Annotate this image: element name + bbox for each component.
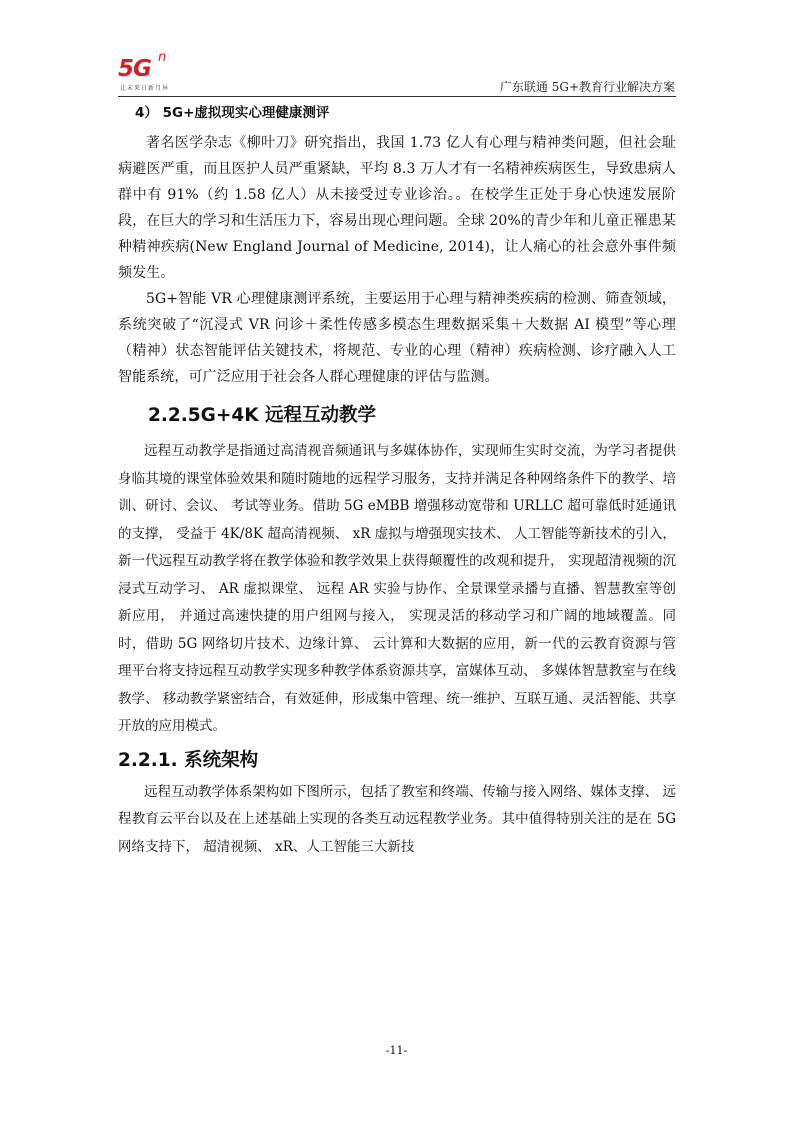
logo-superscript: n xyxy=(158,50,167,65)
paragraph-remote-teaching: 远程互动教学是指通过高清视音频通讯与多媒体协作，实现师生实时交流，为学习者提供身临其境的课堂体验效果和随时随地的远程学习服务，支持并满足各种网络条件下的教学、培训、研讨、会议、 考试等业务。借助 5G eMBB 增强移动宽带和 URLLC 超可靠低时延通讯的支撑， 受益于 4K/8K 超高清视频、 xR 虚拟与增强现实技术、 人工智能等新技术的引入， 新一代远程互动教学将在教学体验和教学效果上获得颠覆性的改观和提升， 实现超清视频的沉浸式互动学习、 AR 虚拟课堂、 远程 AR 实验与协作、全景课堂录播与直播、智慧教室等创新应用， 并通过高速快捷的用户组网与接入， 实现灵活的移动学习和广阔的地域覆盖。同时，借助 5G 网络切片技术、边缘计算、 云计算和大数据的应用，新一代的云教育资源与管理平台将支持远程互动教学实现多种教学体系资源共享，富媒体互动、 多媒体智慧教室与在线教学、 移动教学紧密结合，有效延伸，形成集中管理、统一维护、互联互通、灵活智能、共享开放的应用模式。 xyxy=(118,443,676,734)
paragraph-system-architecture: 远程互动教学体系架构如下图所示，包括了教室和终端、传输与接入网络、媒体支撑、 远程教育云平台以及在上述基础上实现的各类互动远程教学业务。其中值得特别关注的是在 5G 网络支持下， 超清视频、 xR、人工智能三大新技 xyxy=(118,783,676,855)
logo-text: 5G xyxy=(118,56,151,82)
section-heading-system-architecture: 2.2.1. 系统架构 xyxy=(118,749,259,771)
document-header-title: 广东联通 5G+教育行业解决方案 xyxy=(499,80,675,94)
page-content xyxy=(118,104,676,861)
logo-subtitle: 让未来日新月异 xyxy=(120,85,170,92)
paragraph-vr-background: 著名医学杂志《柳叶刀》研究指出，我国 1.73 亿人有心理与精神类问题，但社会耻病避医严重，而且医护人员严重紧缺，平均 8.3 万人才有一名精神疾病医生，导致患病人群中有 91%（约 1.58 亿人）从未接受过专业诊治。。在校学生正处于身心快速发展阶段，在巨大的学习和生活压力下，容易出现心理问题。全球 20%的青少年和儿童正罹患某种精神疾病(New England Journal of Medicine, 2014)，让人痛心的社会意外事件频频发生。 xyxy=(118,135,676,281)
logo xyxy=(118,50,178,96)
page-number: -11- xyxy=(385,1044,408,1057)
section-heading-remote-teaching: 2.2.5G+4K 远程互动教学 xyxy=(148,405,377,426)
section-heading-vr-assessment: 4） 5G+虚拟现实心理健康测评 xyxy=(135,105,330,121)
header-divider xyxy=(118,96,676,97)
paragraph-vr-system: 5G+智能 VR 心理健康测评系统，主要运用于心理与精神类疾病的检测、筛查领域，系统突破了“沉浸式 VR 问诊＋柔性传感多模态生理数据采集＋大数据 AI 模型”等心理（精神）状态智能评估关键技术，将规范、专业的心理（精神）疾病检测、诊疗融入人工智能系统，可广泛应用于社会各人群心理健康的评估与监测。 xyxy=(118,291,676,385)
